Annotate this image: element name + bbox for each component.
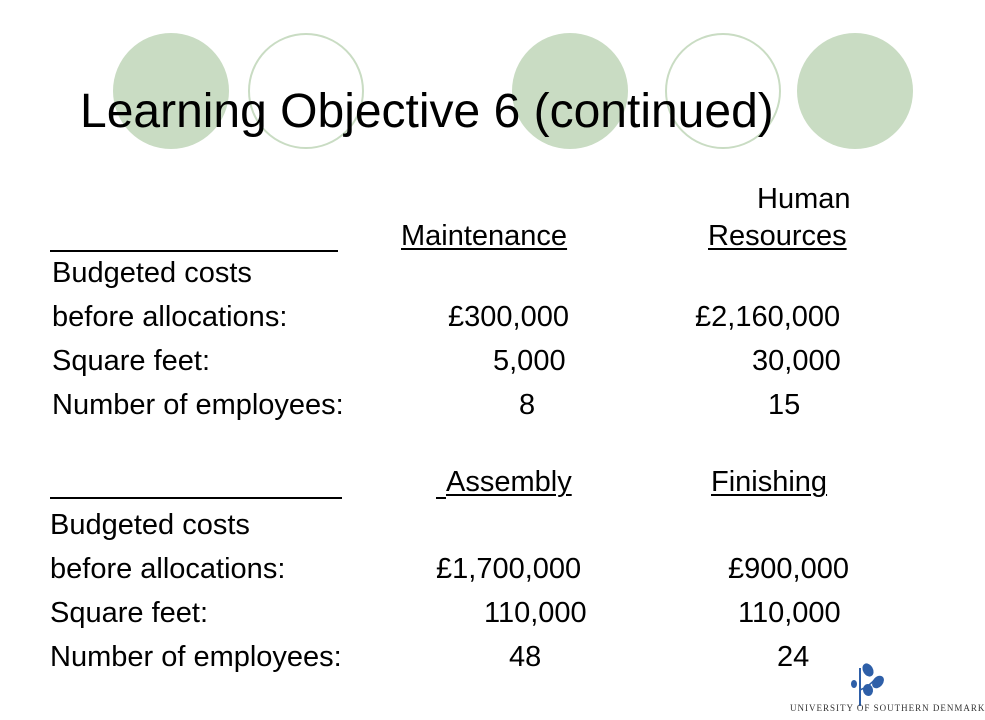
header-rule-1	[50, 250, 338, 252]
header-rule-2	[50, 497, 342, 499]
cell-value: 110,000	[484, 597, 587, 629]
col-header-resources: Resources	[708, 220, 847, 252]
cell-value: 110,000	[738, 597, 841, 629]
row-label: before allocations:	[52, 301, 288, 333]
row-label: Budgeted costs	[50, 509, 250, 541]
col-header-human: Human	[757, 183, 851, 215]
cell-value: 48	[509, 641, 542, 673]
row-label: Square feet:	[52, 345, 210, 377]
cell-value: £300,000	[448, 301, 569, 333]
col-header-assembly: Assembly	[446, 466, 572, 498]
slide-title: Learning Objective 6 (continued)	[80, 85, 774, 138]
sdu-branch-logo-icon	[848, 660, 888, 708]
university-name: UNIVERSITY OF SOUTHERN DENMARK	[790, 703, 985, 713]
cell-value: 5,000	[493, 345, 566, 377]
cell-value: 8	[519, 389, 536, 421]
cell-value: 30,000	[752, 345, 841, 377]
col-header-finishing: Finishing	[711, 466, 828, 498]
row-label: Square feet:	[50, 597, 208, 629]
row-label: Number of employees:	[50, 641, 342, 673]
row-label: Budgeted costs	[52, 257, 252, 289]
cell-value: £1,700,000	[436, 553, 582, 585]
header-rule-assembly-pad	[436, 497, 446, 499]
cell-value: 24	[777, 641, 810, 673]
row-label: Number of employees:	[52, 389, 344, 421]
decor-circle-5	[797, 33, 913, 149]
cell-value: 15	[768, 389, 801, 421]
row-label: before allocations:	[50, 553, 286, 585]
cell-value: £2,160,000	[695, 301, 841, 333]
col-header-maintenance: Maintenance	[401, 220, 568, 252]
cell-value: £900,000	[728, 553, 849, 585]
